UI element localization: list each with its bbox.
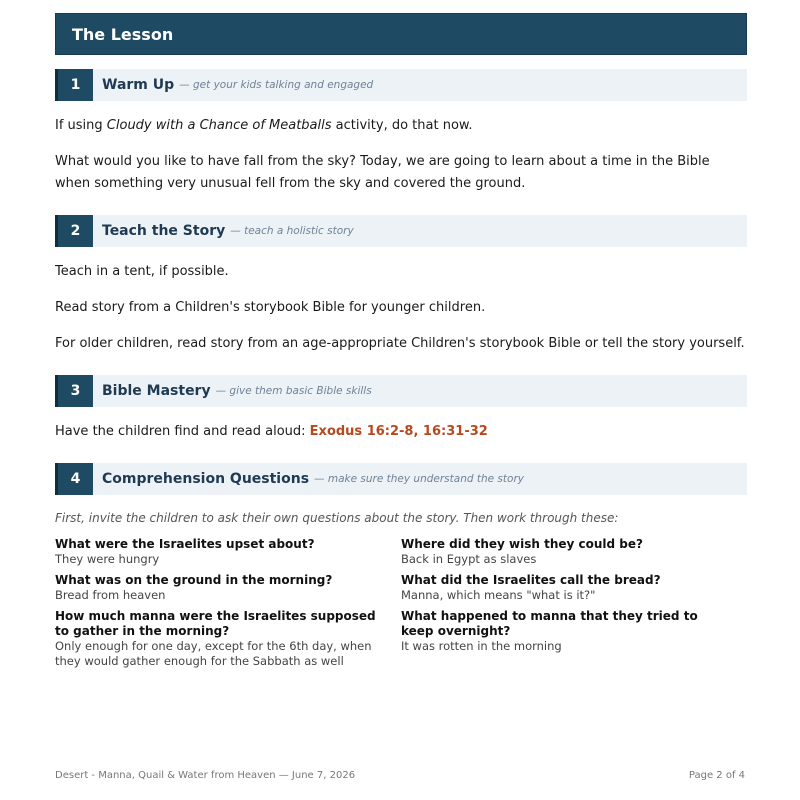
section-header	[55, 69, 747, 101]
section-number: 4	[55, 463, 93, 495]
page-number: Page 2 of 4	[688, 770, 745, 781]
questions-grid	[55, 537, 747, 669]
qa-item	[401, 537, 747, 567]
scripture-reference: Exodus 16:2-8, 16:31-32	[309, 424, 488, 439]
paragraph	[55, 115, 747, 137]
qa-item	[401, 573, 747, 603]
section-subtitle: — teach a holistic story	[230, 225, 354, 237]
lesson-header	[55, 13, 747, 55]
section-subtitle: — give them basic Bible skills	[215, 385, 372, 397]
instruction-text: Have the children find and read aloud:	[55, 424, 310, 439]
question: What was on the ground in the morning?	[55, 573, 333, 587]
section-warm-up	[55, 69, 747, 195]
section-body	[55, 495, 747, 669]
section-title: Bible Mastery	[102, 383, 211, 399]
qa-item	[401, 609, 747, 669]
section-subtitle: — get your kids talking and engaged	[179, 79, 374, 91]
footer-title: Desert - Manna, Quail & Water from Heaven — June 7, 2026	[55, 770, 356, 781]
section-header	[55, 375, 747, 407]
question: Where did they wish they could be?	[401, 537, 643, 551]
page-footer	[55, 770, 745, 781]
section-body	[55, 247, 747, 355]
section-teach-story	[55, 215, 747, 355]
section-header	[55, 463, 747, 495]
qa-item	[55, 609, 401, 669]
paragraph: Read story from a Children's storybook Bible for younger children.	[55, 300, 486, 315]
lesson-page	[55, 13, 747, 669]
section-header	[55, 215, 747, 247]
answer: Manna, which means "what is it?"	[401, 588, 596, 602]
section-subtitle: — make sure they understand the story	[314, 473, 524, 485]
section-number: 2	[55, 215, 93, 247]
activity-name: Cloudy with a Chance of Meatballs	[106, 118, 332, 133]
section-body	[55, 407, 747, 443]
question: What happened to manna that they tried to keep overnight?	[401, 609, 698, 638]
section-body	[55, 101, 747, 195]
paragraph: For older children, read story from an age-appropriate Children's storybook Bible or tell the story yourself.	[55, 336, 745, 351]
section-number: 3	[55, 375, 93, 407]
lesson-title: The Lesson	[72, 24, 174, 44]
answer: They were hungry	[55, 552, 160, 566]
qa-item	[55, 537, 401, 567]
section-comprehension	[55, 463, 747, 669]
text-prefix: If using	[55, 118, 107, 133]
answer: Bread from heaven	[55, 588, 166, 602]
answer: It was rotten in the morning	[401, 639, 562, 653]
section-title: Teach the Story	[102, 223, 226, 239]
paragraph: Teach in a tent, if possible.	[55, 264, 229, 279]
section-title: Warm Up	[102, 77, 175, 93]
paragraph	[55, 421, 747, 443]
question: What did the Israelites call the bread?	[401, 573, 661, 587]
questions-intro: First, invite the children to ask their own questions about the story. Then work through these:	[55, 511, 619, 525]
question: How much manna were the Israelites supposed to gather in the morning?	[55, 609, 376, 638]
section-title: Comprehension Questions	[102, 471, 310, 487]
qa-item	[55, 573, 401, 603]
paragraph: What would you like to have fall from the sky? Today, we are going to learn about a time in the Bible when something very unusual fell from the sky and covered the ground.	[55, 154, 710, 191]
answer: Back in Egypt as slaves	[401, 552, 537, 566]
section-bible-mastery	[55, 375, 747, 443]
answer: Only enough for one day, except for the 6th day, when they would gather enough for the Sabbath as well	[55, 639, 372, 668]
section-number: 1	[55, 69, 93, 101]
text-suffix: activity, do that now.	[331, 118, 473, 133]
question: What were the Israelites upset about?	[55, 537, 315, 551]
